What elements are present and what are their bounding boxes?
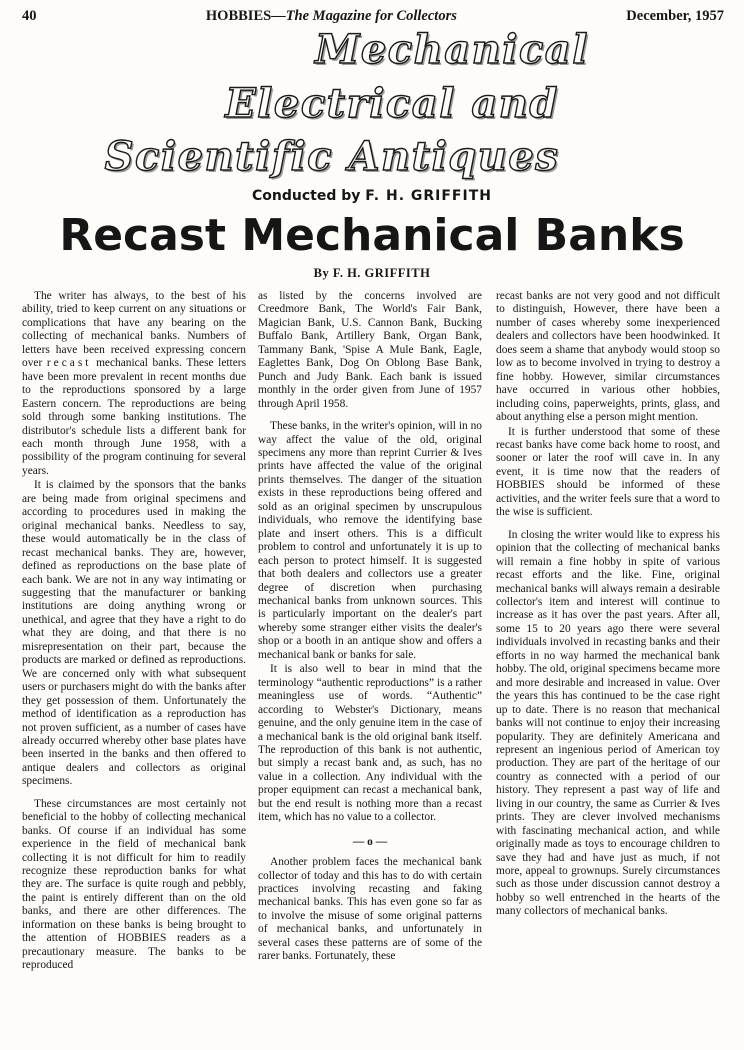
conducted-by bbox=[0, 188, 744, 204]
article-title: Recast Mechanical Banks bbox=[59, 210, 685, 261]
article-byline: By F. H. GRIFFITH bbox=[313, 266, 431, 280]
paragraph: recast banks are not very good and not difficult to distinguish, However, there have been a number of cases whereby some inexperienced dealers and collectors have been hoodwinked. It does seem a shame that anybody would stoop so low as to become involved in trying to destroy a fine hobby. However, similar circumstances have occurred in various other hobbies, including coins, paperweights, prints, glass, and about anything else a person might mention. bbox=[496, 290, 720, 424]
department-title-line-2: Electrical and bbox=[225, 80, 559, 127]
paragraph-text: mechanical banks. These letters have been more prevalent in recent months due to the reproductions sponsored by a large Eastern concern. The reproductions are being sold through some banking institutions. The distributor's schedule lists a different bank for each month through June 1958, with a possibility of the program continuing for several years. bbox=[22, 357, 246, 477]
conducted-by-name: F. H. GRIFFITH bbox=[365, 188, 492, 204]
page-number: 40 bbox=[22, 8, 37, 24]
paragraph: These circumstances are most certainly not beneficial to the hobby of collecting mechanical banks. Of course if an individual has some experience in the field of mechanical bank collecting it is not difficult for him to readily recognize these reproduction banks for what they are. The surface is quite rough and pebbly, the paint is entirely different than on the old banks, and there are other differences. The information on these banks is being brought to the attention of HOBBIES readers as a precautionary measure. The banks to be reproduced bbox=[22, 797, 246, 972]
paragraph: It is claimed by the sponsors that the banks are being made from original specimens and according to procedures used in making the original mechanical banks. Needless to say, these would automatically be in the class of recast mechanical banks. They are, however, defined as reproductions on the base plate of each bank. We are not in any way intimating or suggesting that the manufacturer or banking institutions are doing anything wrong or unethical, and agree that they have a right to do what they are doing, and that there is no misrepresentation on their part, because the products are marked or defined as reproductions. We are concerned only with what subsequent users or purchasers might do with the banks after they get possession of them. Unfortunately the method of identification as a reproduction has not proven sufficient, as a number of cases have already occurred whereby other base plates have been inserted in the banks and then offered to antique dealers and collectors as original specimens. bbox=[22, 479, 246, 788]
issue-date: December, 1957 bbox=[626, 8, 724, 24]
article-column-2 bbox=[258, 290, 482, 964]
emphasized-word: recast bbox=[46, 357, 92, 370]
paragraph: In closing the writer would like to express his opinion that the collecting of mechanical banks will remain a fine hobby in spite of various recast efforts and the like. Fine, original mechanical banks will always remain a desirable collector's item and interest will continue to increase as it has over the past years. After all, some 15 to 20 years ago there were several individuals involved in recasting banks and their efforts in no way harmed the mechanical bank hobby. The old, original specimens became more and more desirable and increased in value. Over the years this has continued to be the case right up to date. There is no reason that mechanical banks will not continue to enjoy their increasing popularity. They are definitely Americana and represent an ingenious period of American toy production. They are part of the heritage of our country as connected with a period of our history. They represent a past way of life and living in our country, the same as Currier & Ives prints. They are clever involved mechanisms with fascinating mechanical action, and while originally made as toys to encourage children to save they had and have just as much, if not more, appeal to grownups. Surely circumstances such as those under discussion cannot destroy a hobby so well entrenched in the hearts of the many collectors of mechanical banks. bbox=[496, 528, 720, 918]
paragraph: Another problem faces the mechanical bank collector of today and this has to do with certain practices involving recasting and faking mechanical banks. This has even gone so far as to involve the misuse of some original patterns of mechanical banks, and unfortunately in several cases these patterns are of some of the rarer banks. Fortunately, these bbox=[258, 856, 482, 963]
paragraph: as listed by the concerns involved are Creedmore Bank, The World's Fair Bank, Magician Bank, U.S. Cannon Bank, Bucking Buffalo Bank, Artillery Bank, Organ Bank, Tammany Bank, 'Spise A Mule Bank, Eagle, Eaglettes Bank, Dog On Oblong Base Bank, Punch and Judy Bank. Each bank is issued monthly in the order given from June of 1957 through April 1958. bbox=[258, 290, 482, 410]
paragraph: These banks, in the writer's opinion, will in no way affect the value of the old, original specimens any more than reprint Currier & Ives prints have affected the value of the original prints themselves. The danger of the situation exists in these reproductions being offered and sold as an original specimen by unscrupulous individuals, who remove the identifying base plate and insert others. This is a difficult problem to control and unfortunately it is up to each person to protect himself. It is suggested that both dealers and collectors use a greater degree of discretion when purchasing mechanical banks from unknown sources. This is particularly important on the dealer's part whereby some stranger either visits the dealer's shop or a booth in an antique show and offers a mechanical bank or banks for sale. bbox=[258, 420, 482, 661]
article-column-1 bbox=[22, 290, 246, 973]
section-separator: — o — bbox=[352, 835, 388, 848]
magazine-name: HOBBIES bbox=[205, 8, 272, 24]
conducted-by-prefix: Conducted by bbox=[252, 188, 366, 204]
paragraph: It is also well to bear in mind that the terminology “authentic reproductions” is a rather meaningless use of words. “Authentic” according to Webster's Dictionary, means genuine, and the only genuine item in the case of a mechanical bank is the old original bank itself. The reproduction of this bank is not authentic, but simply a recast bank and, as such, has no value in a collection. Any individual with the proper equipment can recast a mechanical bank, but the end result is nothing more than a recast item, which has no value to a collector. bbox=[258, 663, 482, 824]
magazine-title bbox=[206, 8, 457, 25]
running-head bbox=[22, 8, 724, 25]
paragraph: It is further understood that some of these recast banks have come back home to roost, and sooner or later the roof will cave in. In any event, it is time now that the readers of HOBBIES should be informed of these activities, and the writer feels sure that a word to the wise is sufficient. bbox=[496, 425, 720, 519]
article-column-3 bbox=[496, 290, 720, 919]
magazine-tagline: —The Magazine for Collectors bbox=[271, 8, 457, 24]
paragraph-text: The writer has always, to the best of his ability, tried to keep current on any situations or complications that have any bearing on the collecting of mechanical banks. Numbers of letters have been received expressing concern over bbox=[22, 290, 246, 370]
department-title-line-3: Scientific Antiques bbox=[104, 133, 560, 180]
department-title-line-1: Mechanical bbox=[315, 26, 589, 73]
paragraph bbox=[22, 290, 246, 478]
